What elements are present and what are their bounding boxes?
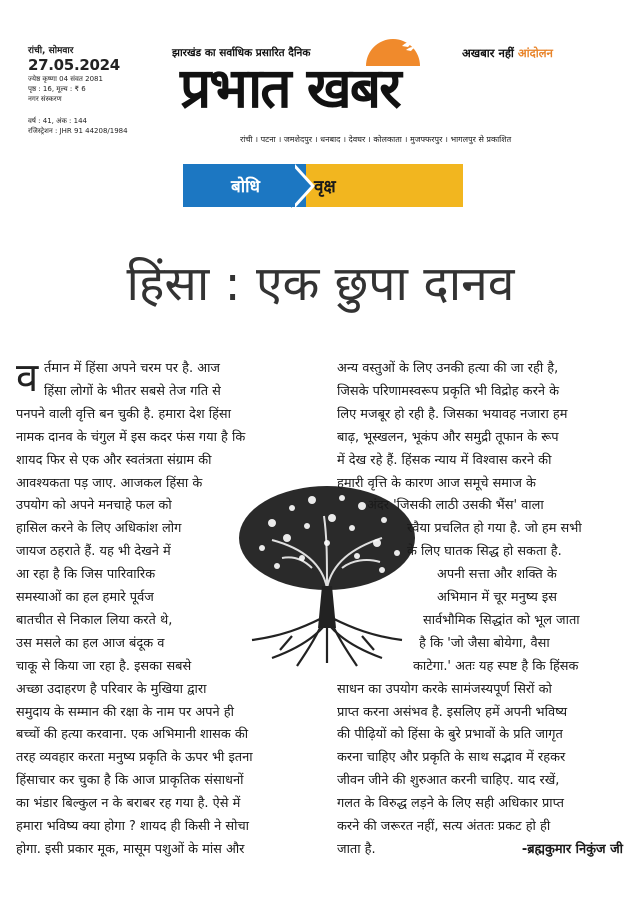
registration-number: रजिस्ट्रेशन : JHR 91 44208/1984 xyxy=(28,127,128,135)
drop-cap: व xyxy=(16,355,39,401)
section-banner xyxy=(183,164,463,207)
edition-name: नगर संस्करण xyxy=(28,95,62,103)
article-line: लिए मजबूर हो रही है. जिसका भयावह नजारा हम xyxy=(337,406,568,422)
article-line: आ रहा है कि जिस पारिवारिक xyxy=(16,567,156,583)
article-line: नामक दानव के चंगुल में इस कदर फंस गया है कि xyxy=(16,429,246,445)
article-line: तरह व्यवहार करता मनुष्य प्रकृति के ऊपर भी इतना xyxy=(16,750,253,766)
article-line: उस मसले का हल आज बंदूक व xyxy=(16,635,165,651)
article-line: जीवन जीने की शुरुआत करनी चाहिए. याद रखें, xyxy=(337,773,560,789)
article-line: गलत के विरुद्ध लड़ने के लिए सही अधिकार प्राप्त xyxy=(337,796,564,812)
published-cities: रांची । पटना । जमशेदपुर । धनबाद । देवघर । कोलकाता । मुजफ्फरपुर । भागलपुर से प्रकाशित xyxy=(240,135,512,144)
article-line: के लिए घातक सिद्ध हो सकता है. xyxy=(407,544,562,560)
article-author: -ब्रह्मकुमार निकुंज जी xyxy=(521,841,623,857)
article-line: करने की जरूरत नहीं, सत्य अंततः प्रकट हो ही xyxy=(337,819,551,834)
article-line: समस्याओं का हल हमारे पूर्वज xyxy=(16,590,154,605)
article-line: हासिल करने के लिए अधिकांश लोग xyxy=(16,521,182,537)
article-line: जिसके परिणामस्वरूप प्रकृति भी विद्रोह करने के xyxy=(337,383,560,399)
article-headline: हिंसा : एक छुपा दानव xyxy=(126,256,515,312)
article-line: बाढ़, भूस्खलन, भूकंप और समुद्री तूफान के रूप xyxy=(337,429,559,445)
article-line: बातचीत से निकाल लिया करते थे, xyxy=(16,612,173,628)
article-line: अंदर 'जिसकी लाठी उसकी भैंस' वाला xyxy=(367,498,544,514)
article-line: समुदाय के सम्मान की रक्षा के नाम पर अपने ही xyxy=(16,704,234,720)
edition-info xyxy=(28,46,138,136)
section-label-left: बोधि xyxy=(231,177,260,197)
article-line: हमारी वृत्ति के कारण आज समूचे समाज के xyxy=(337,475,536,491)
article-line: हमारा भविष्य क्या होगा ? शायद ही किसी ने सोचा xyxy=(16,819,249,834)
article-line: होगा. इसी प्रकार मूक, मासूम पशुओं के मांस और xyxy=(16,841,245,857)
article-line: में देख रहे हैं. हिंसक न्याय में विश्वास करने की xyxy=(337,452,552,468)
city-day: रांची, सोमवार xyxy=(28,46,74,56)
article-line: करना चाहिए और प्रकृति के साथ सद्भाव में रहकर xyxy=(337,750,566,766)
pages-price: पृष्ठ : 16, मूल्य : ₹ 6 xyxy=(28,85,86,93)
newspaper-brand: प्रभात खबर xyxy=(180,56,400,120)
banner-arrow-icon xyxy=(291,164,311,208)
article-line: साधन का उपयोग करके सामंजस्यपूर्ण सिरों को xyxy=(337,681,552,697)
article-line: अपनी सत्ता और शक्ति के xyxy=(437,567,557,583)
issue-date: 27.05.2024 xyxy=(28,56,120,74)
article-line: चाकू से किया जा रहा है. इसका सबसे xyxy=(16,658,192,674)
article-line: प्राप्त करना असंभव है. इसलिए हमें अपनी भविष्य xyxy=(337,704,568,720)
article-line: अन्य वस्तुओं के लिए उनकी हत्या की जा रही है, xyxy=(337,361,559,376)
article-line: रवैया प्रचलित हो गया है. जो हम सभी xyxy=(407,521,582,537)
article-line: का भंडार बिल्कुल न के बराबर रह गया है. ऐसे में xyxy=(16,796,241,812)
masthead-slogan xyxy=(462,46,553,61)
article-line: पनपने वाली वृत्ति बन चुकी है. हमारा देश हिंसा xyxy=(16,406,231,422)
article-line: की पीढ़ियों को हिंसा के बुरे प्रभावों के प्रति जागृत xyxy=(337,727,563,743)
article-line: हिंसाचार कर चुका है कि आज प्राकृतिक संसाधनों xyxy=(16,773,244,789)
article-line: आवश्यकता पड़ जाए. आजकल हिंसा के xyxy=(16,475,203,491)
article-line: अच्छा उदाहरण है परिवार के मुखिया द्वारा xyxy=(16,681,207,697)
article-line: र्तमान में हिंसा अपने चरम पर है. आज xyxy=(44,361,220,376)
volume-issue: वर्ष : 41, अंक : 144 xyxy=(28,117,87,125)
masthead-tagline: झारखंड का सर्वाधिक प्रसारित दैनिक xyxy=(172,47,311,59)
slogan-main: अखबार नहीं xyxy=(462,46,518,60)
article-line: है कि 'जो जैसा बोयेगा, वैसा xyxy=(419,635,550,651)
article-line: हिंसा लोगों के भीतर सबसे तेज गति से xyxy=(44,383,221,399)
article-last-line xyxy=(337,839,623,862)
article-line: उपयोग को अपने मनचाहे फल को xyxy=(16,498,172,514)
section-label-right: वृक्ष xyxy=(314,177,336,197)
article-line: जायज ठहराते हैं. यह भी देखने में xyxy=(16,544,171,560)
article-line: बच्चों की हत्या करवाना. एक अभिमानी शासक की xyxy=(16,727,249,743)
article-line: शायद फिर से एक और स्वतंत्रता संग्राम की xyxy=(16,452,212,468)
article-line: सार्वभौमिक सिद्धांत को भूल जाता xyxy=(423,612,580,628)
article-line: जाता है. xyxy=(337,841,376,857)
article-line: काटेगा.' अतः यह स्पष्ट है कि हिंसक xyxy=(413,658,579,674)
article-line: अभिमान में चूर मनुष्य इस xyxy=(437,590,557,605)
slogan-accent: आंदोलन xyxy=(517,46,553,60)
calendar-date: ज्येष्ठ कृष्णा 04 संवत 2081 xyxy=(28,75,103,83)
